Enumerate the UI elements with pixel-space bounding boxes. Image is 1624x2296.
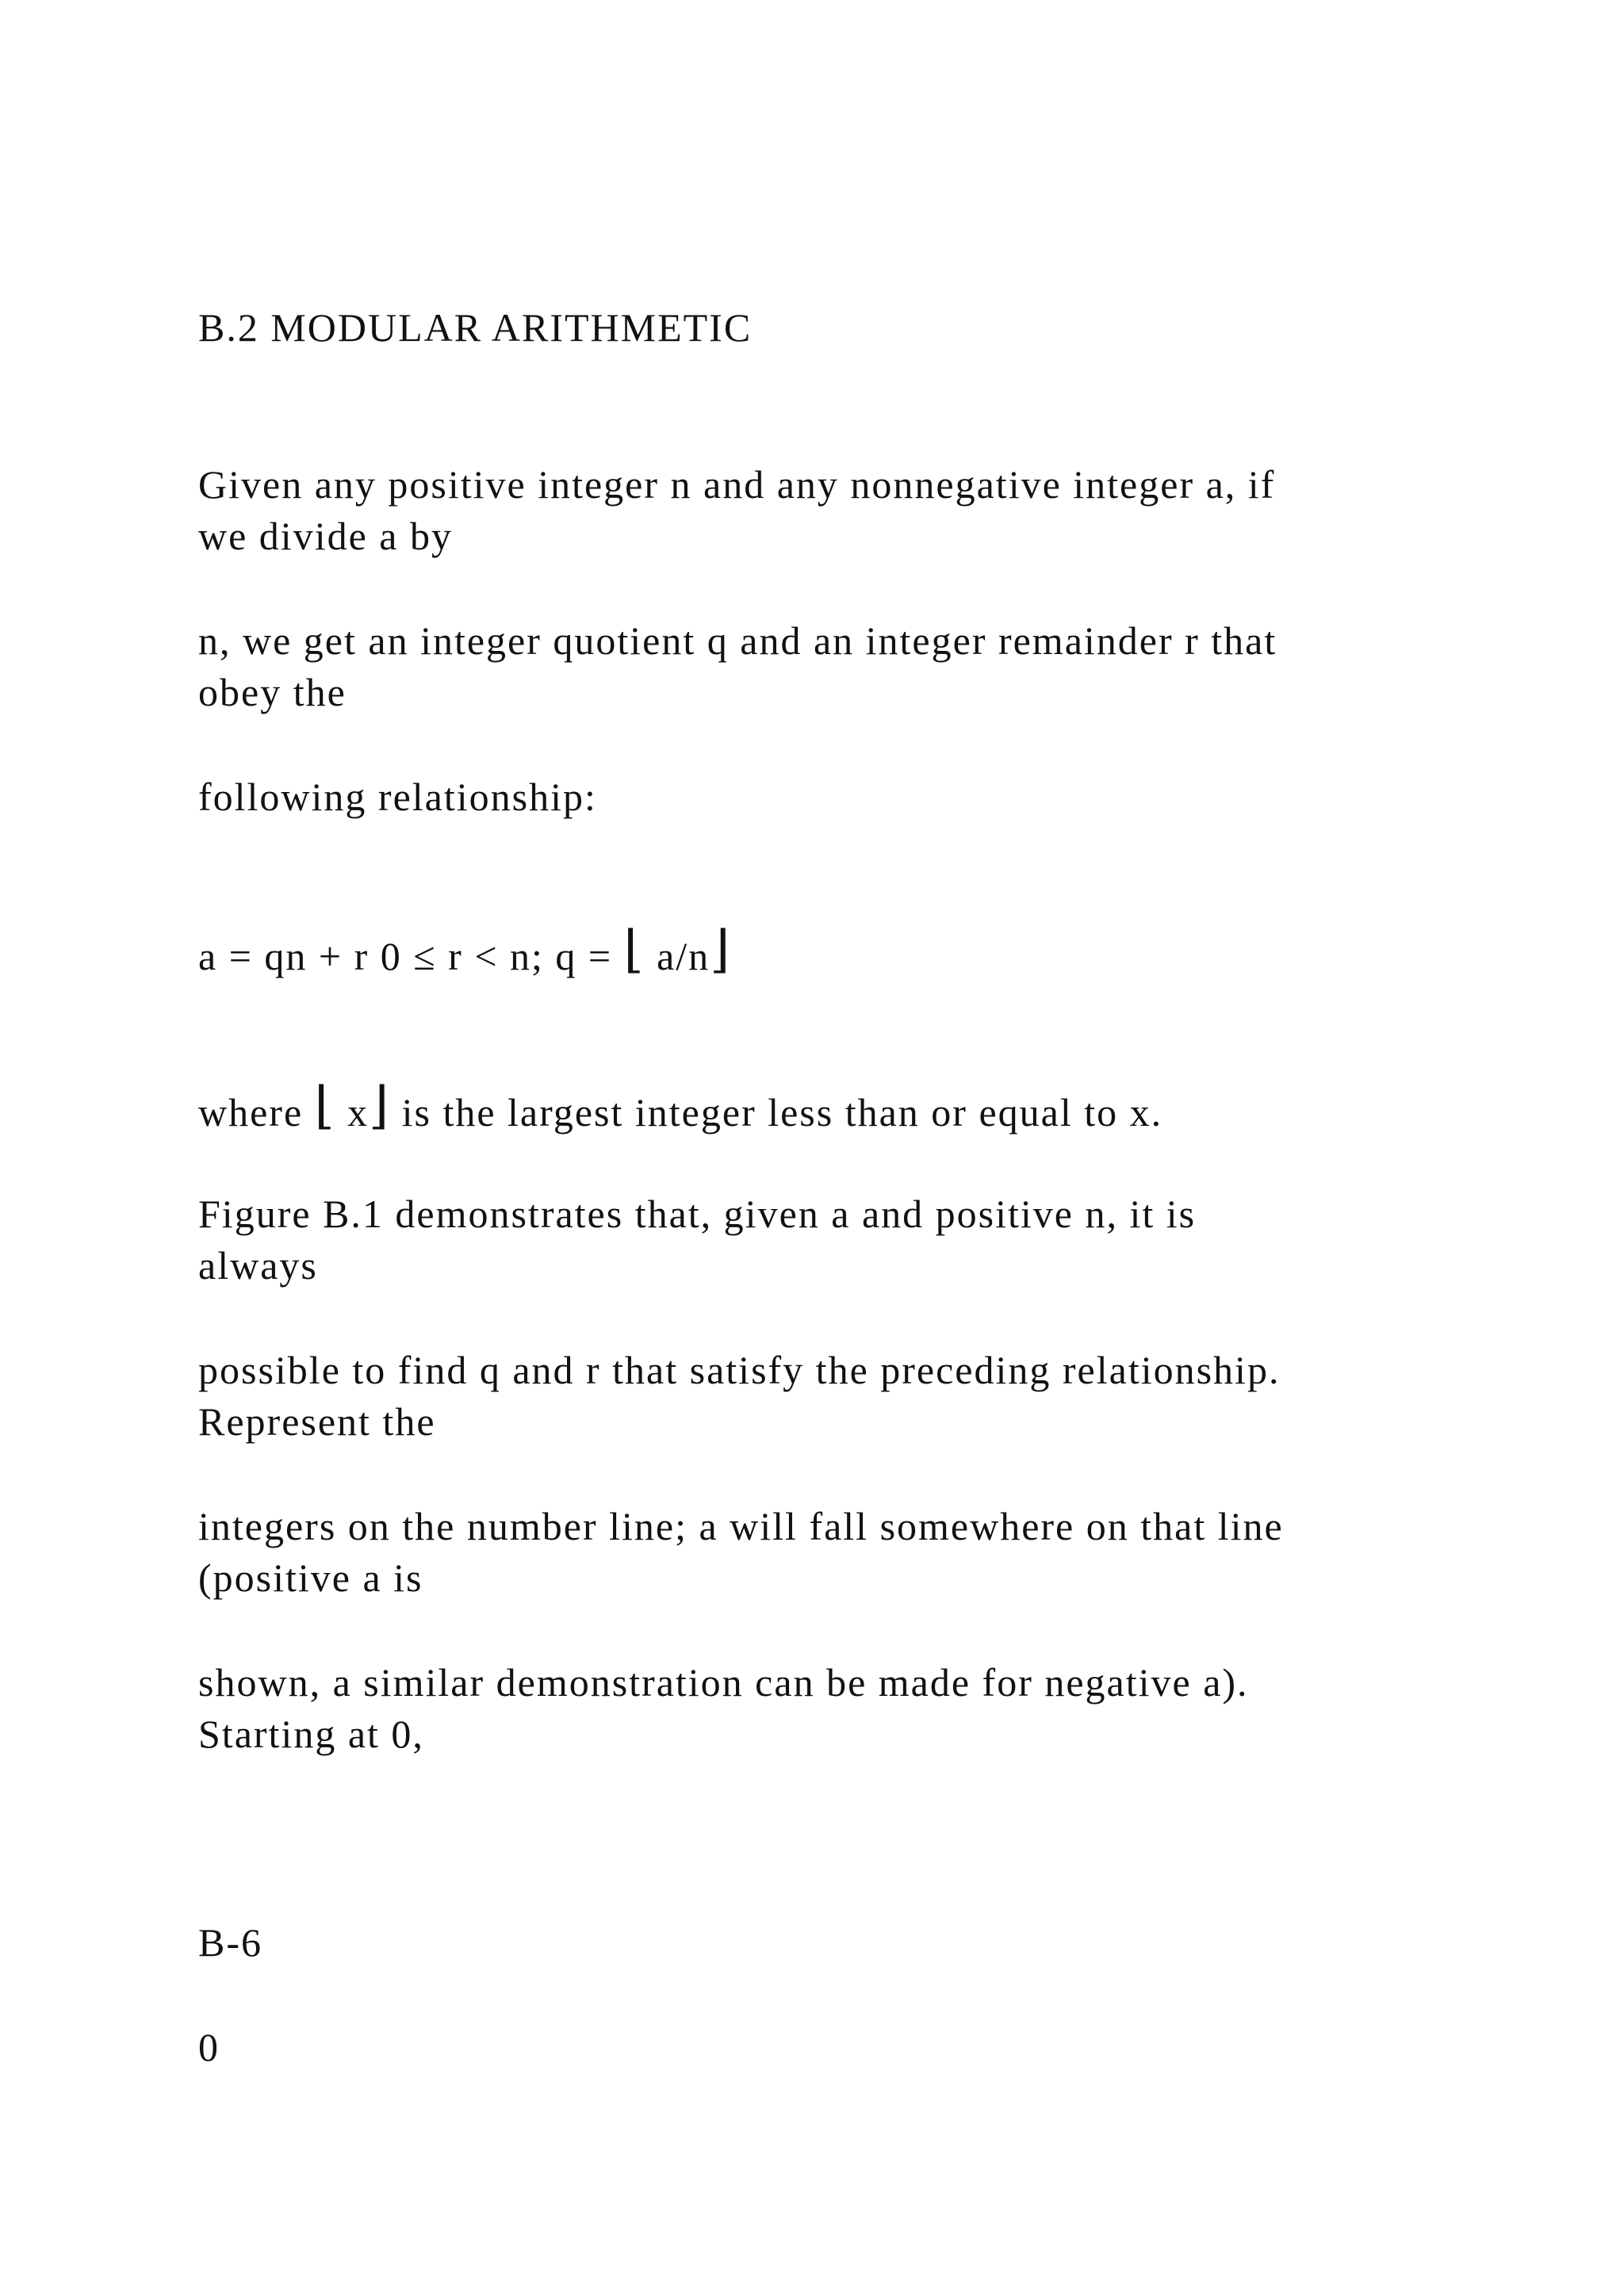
definition-rest: is the largest integer less than or equal to x. [390, 1090, 1163, 1135]
paragraph2-line3: possible to find q and r that satisfy the preceding relationship. [198, 1348, 1281, 1392]
paragraph2-line5: integers on the number line; a will fall somewhere on that line [198, 1504, 1284, 1548]
paragraph1-line5: following relationship: [198, 775, 597, 819]
figure-label: 0 [198, 2025, 220, 2069]
definition-where: where [198, 1090, 315, 1135]
floor-right-bracket: ⌋ [710, 920, 732, 979]
floor-definition [198, 1077, 1163, 1138]
paragraph2-line6: (positive a is [198, 1556, 423, 1600]
section-heading: B.2 MODULAR ARITHMETIC [198, 305, 753, 350]
paragraph1-line2: we divide a by [198, 514, 453, 558]
floor-left-bracket: ⌊ [623, 920, 645, 979]
paragraph1-line1: Given any positive integer n and any nonnegative integer a, if [198, 462, 1276, 507]
equation-argument: a/n [645, 934, 710, 978]
paragraph2-line1: Figure B.1 demonstrates that, given a and positive n, it is [198, 1192, 1197, 1236]
floor-right-bracket: ⌋ [369, 1077, 391, 1135]
paragraph2-line7: shown, a similar demonstration can be made for negative a). [198, 1660, 1249, 1705]
equation [198, 920, 732, 982]
page-number: B-6 [198, 1920, 262, 1965]
floor-left-bracket: ⌊ [314, 1077, 336, 1135]
paragraph2-line2: always [198, 1243, 318, 1288]
paragraph2-line8: Starting at 0, [198, 1712, 424, 1756]
paragraph2-line4: Represent the [198, 1399, 436, 1444]
definition-argument: x [335, 1090, 370, 1135]
paragraph1-line4: obey the [198, 670, 347, 714]
paragraph1-line3: n, we get an integer quotient q and an integer remainder r that [198, 618, 1277, 663]
equation-prefix: a = qn + r 0 ≤ r < n; q = [198, 934, 624, 978]
